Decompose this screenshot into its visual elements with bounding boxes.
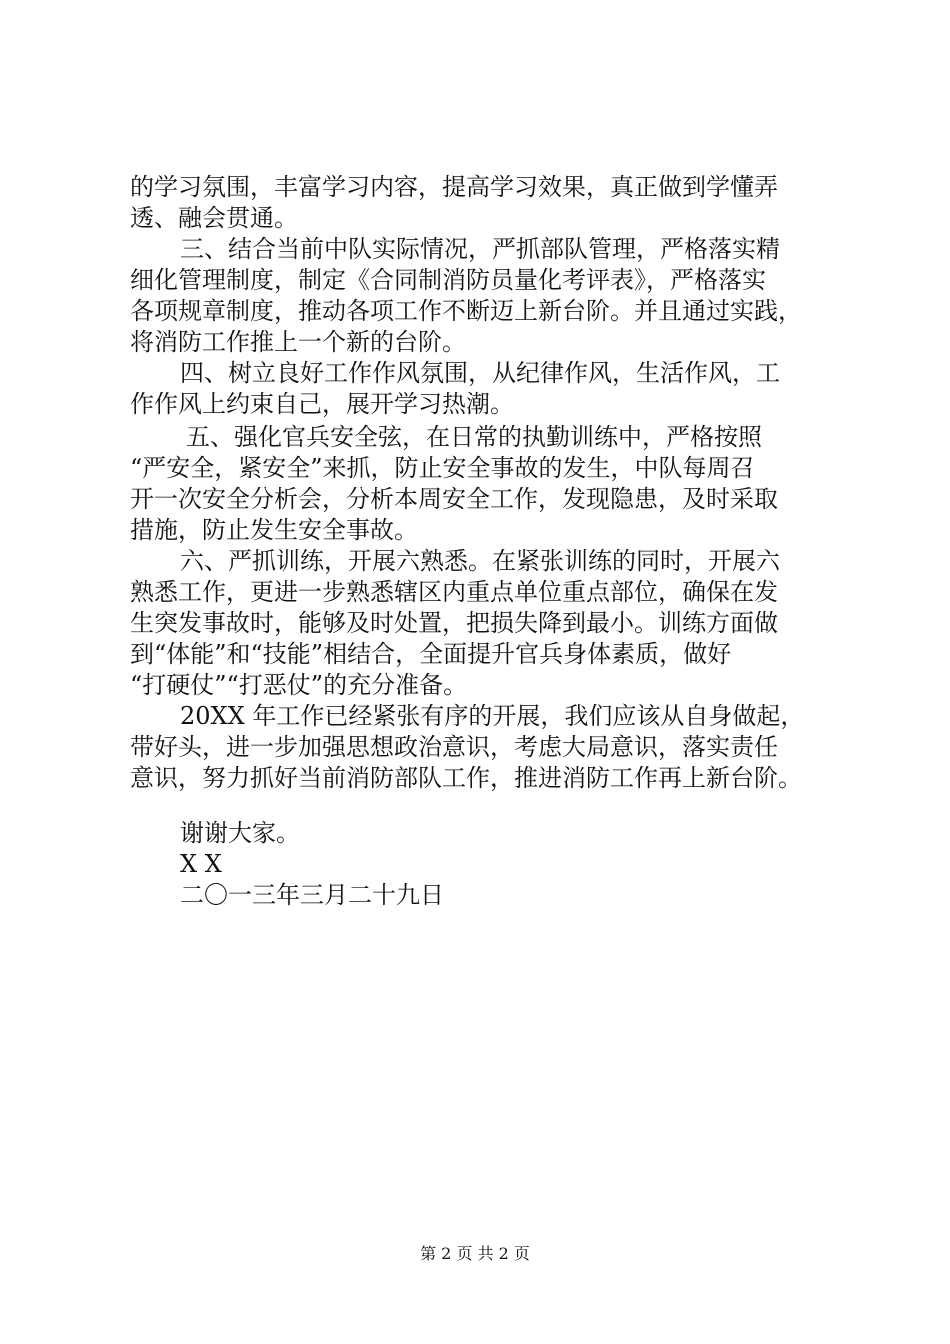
paragraph-5-line-1: 六、严抓训练，开展六熟悉。在紧张训练的同时，开展六 [180, 547, 780, 575]
paragraph-4-line-2: “严安全，紧安全”来抓，防止安全事故的发生，中队每周召 [130, 454, 755, 482]
paragraph-4-line-3: 开一次安全分析会，分析本周安全工作，发现隐患，及时采取 [130, 485, 778, 513]
paragraph-1-line-1: 的学习氛围，丰富学习内容，提高学习效果，真正做到学懂弄 [130, 173, 778, 201]
paragraph-2-line-2: 细化管理制度，制定《合同制消防员量化考评表》，严格落实 [130, 266, 766, 294]
page-footer: 第 2 页 共 2 页 [420, 1244, 530, 1263]
paragraph-4-line-4: 措施，防止发生安全事故。 [130, 516, 418, 544]
paragraph-5-line-3: 生突发事故时，能够及时处置，把损失降到最小。训练方面做 [130, 609, 778, 637]
closing-text: 谢谢大家。 [180, 819, 300, 847]
paragraph-3-line-2: 作作风上约束自己，展开学习热潮。 [130, 390, 514, 418]
signature: X X [180, 850, 222, 878]
paragraph-6-line-1: 20XX 年工作已经紧张有序的开展，我们应该从自身做起， [180, 702, 805, 730]
paragraph-6-line-2: 带好头，进一步加强思想政治意识，考虑大局意识，落实责任 [130, 733, 778, 761]
paragraph-5-line-2: 熟悉工作，更进一步熟悉辖区内重点单位重点部位，确保在发 [130, 578, 778, 606]
paragraph-2-line-3: 各项规章制度，推动各项工作不断迈上新台阶。并且通过实践， [130, 297, 802, 325]
paragraph-3-line-1: 四、树立良好工作作风氛围，从纪律作风，生活作风，工 [180, 359, 780, 387]
date-line: 二〇一三年三月二十九日 [180, 881, 444, 909]
paragraph-5-line-4: 到“体能”和“技能”相结合，全面提升官兵身体素质，做好 [130, 640, 732, 668]
paragraph-1-line-2: 透、融会贯通。 [130, 204, 298, 232]
paragraph-6-line-3: 意识，努力抓好当前消防部队工作，推进消防工作再上新台阶。 [130, 764, 802, 792]
paragraph-5-line-5: “打硬仗”“打恶仗”的充分准备。 [130, 671, 468, 699]
paragraph-4-line-1: 五、强化官兵安全弦，在日常的执勤训练中，严格按照 [186, 423, 762, 451]
paragraph-2-line-4: 将消防工作推上一个新的台阶。 [130, 328, 466, 356]
paragraph-2-line-1: 三、结合当前中队实际情况，严抓部队管理，严格落实精 [180, 235, 780, 263]
